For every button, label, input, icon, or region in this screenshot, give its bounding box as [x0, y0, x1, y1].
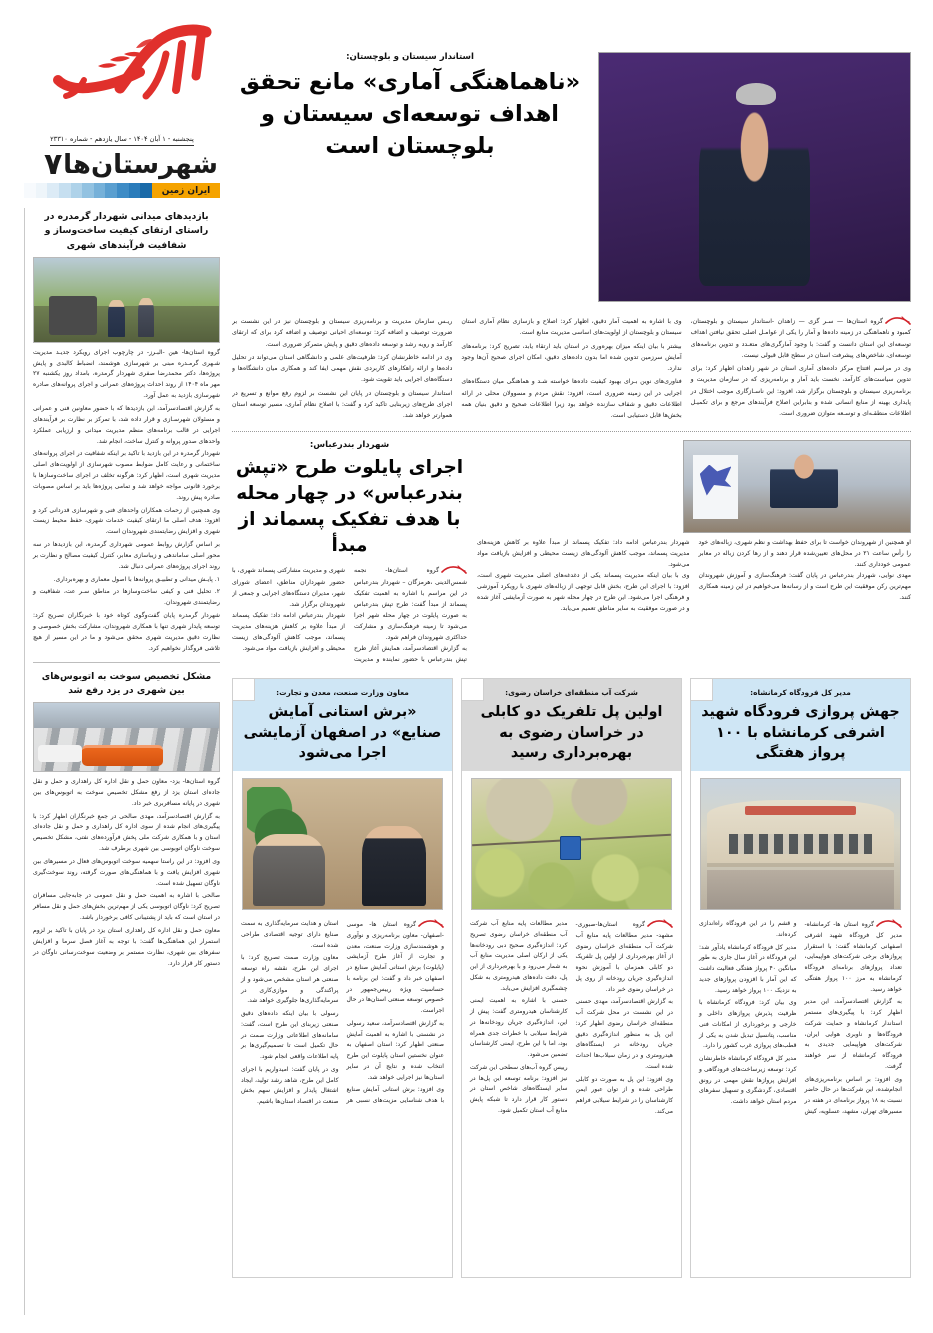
section-title: شهرستان‌ها [63, 150, 218, 180]
page-number: ۷ [44, 147, 63, 182]
section-ribbon [24, 183, 220, 198]
sidebar-article-yazd-bus[interactable] [33, 668, 220, 970]
card-header-isfahan [233, 679, 452, 771]
card-header-khorasan [462, 679, 681, 771]
bus-terminal-photo [33, 702, 220, 772]
governor-press-conference-photo [598, 52, 911, 302]
card-headline-khorasan: اولین پل تلفریک دو کابلی در خراسان رضوی به بهره‌برداری رسید [480, 703, 663, 762]
dateline: پنجشنبه - ۱ آبان ۱۴۰۴ - سال یازدهم - شماره ۲۳۳۱۰ [50, 135, 194, 146]
second-story-continued-body: او همچنین از شهروندان خواست تا برای حفظ بهداشت و نظم شهری، زباله‌های خود را رأس ساعت ۲۱ در محل‌های تعیین‌شده قرار دهند و از رها کردن زباله در معابر عمومی خودداری کنند. مهدی نوایی، شهردار بندرعباس در پایان گفت: فرهنگ‌سازی و آموزش شهروندان مهم‌ترین رکن موفقیت این طرح است و از رسانه‌ها می‌خواهیم در این زمینه همکاری کنند. شهردار بندرعباس ادامه داد: تفکیک پسماند از مبدأ علاوه بر کاهش هزینه‌های مدیریت پسماند، موجب کاهش آلودگی‌های زیست محیطی و افزایش بازیافت مواد می‌شود. وی با بیان اینکه مدیریت پسماند یکی از دغدغه‌های اصلی مدیریت شهری است، افزود: با اجرای این طرح، بخش قابل توجهی از زباله‌های شهری با رویکرد آموزشی و فرهنگی اجرا می‌شود. این طرح در چهار محله شهر به صورت آزمایشی آغاز شده و در صورت موفقیت به سایر مناطق تعمیم می‌یابد. [477, 538, 911, 613]
folded-corner-decoration [462, 679, 484, 701]
publication-logo[interactable] [24, 14, 220, 126]
second-kicker: شهردار بندرعباس: [309, 439, 390, 450]
card-body-kermanshah: گروه استان ها- کرمانشاه- مدیر کل فرودگاه شهید اشرفی اصفهانی کرمانشاه گفت: با استقرار پروازهای برخی شرکت‌های هواپیمایی، تعداد پروازهای برنامه‌ای فرودگاه کرمانشاه به مرز ۱۰۰ پرواز هفتگی خواهد رسید. به گزارش اقتصادسرآمد، این مدیر اظهار کرد: با پیگیری‌های مستمر استاندار کرمانشاه و حمایت شرکت فرودگاه‌ها و ناوبری هوایی ایران، شرکت‌های هواپیمایی جدیدی به فرودگاه کرمانشاه از سر خواهند گرفت. وی افزود: بر اساس برنامه‌ریزی‌های انجام‌شده، این شرکت‌ها در حال حاضر نسبت به ۱۸ پرواز برنامه‌ای در هفته در مسیرهای تهران، مشهد، عسلویه، کیش و قشم را در این فرودگاه راه‌اندازی کرده‌اند. مدیر کل فرودگاه کرمانشاه یادآور شد: این فرودگاه در آغاز سال جاری به طور میانگین ۴۰ پرواز هفتگی فعالیت داشت که این آمار با افزودن پروازهای جدید به نزدیک ۱۰۰ پرواز خواهد رسید. وی بیان کرد: فرودگاه کرمانشاه با ظرفیت پذیرش پروازهای داخلی و خارجی و برخورداری از امکانات فنی مناسب، پتانسیل تبدیل شدن به یکی از قطب‌های پروازی غرب کشور را دارد. مدیر کل فرودگاه کرمانشاه خاطرنشان کرد: توسعه زیرساخت‌های فرودگاهی و افزایش پروازها نقش مهمی در رونق اقتصادی، گردشگری و تسهیل سفرهای مردم استان خواهد داشت. [699, 920, 902, 1115]
bottom-card-row [232, 678, 911, 1278]
kermanshah-airport-terminal-photo [700, 778, 901, 910]
garmdareh-street-photo [33, 257, 220, 343]
card-kicker-khorasan: شرکت آب منطقه‌ای خراسان رضوی: [505, 687, 638, 697]
second-story-body: گروه استان‌ها- نجمه شمس‌الدینی ،هرمزگان – شهردار بندرعباس در این مراسم با اشاره به اهمیت تفکیک پسماند از مبدأ گفت: طرح تپش بندرعباس به صورت پایلوت در چهار محله شهر اجرا می‌شود تا زمینه فرهنگ‌سازی و مشارکت حداکثری شهروندان فراهم شود. به گزارش اقتصادسرآمد، همایش آغاز طرح تپش بندرعباس با حضور نماینده و مدیریت شهری و مدیریت مشارکتی پسماند شهری، با حضور شهرداران مناطق، اعضای شورای شهر، مدیران دستگاه‌های اجرایی و جمعی از شهروندان برگزار شد. شهردار بندرعباس ادامه داد: تفکیک پسماند از مبدأ علاوه بر کاهش هزینه‌های مدیریت پسماند، موجب کاهش آلودگی‌های زیست محیطی و افزایش بازیافت مواد می‌شود. [232, 567, 467, 664]
lead-story-text [232, 52, 588, 307]
mayor-podium-photo [683, 440, 911, 533]
card-kicker-isfahan: معاون وزارت صنعت، معدن و تجارت: [276, 687, 409, 697]
sidebar-body-2: گروه استان‌ها- یزد- معاون حمل و نقل اداره کل راهداری و حمل و نقل جاده‌ای استان یزد از رفع مشکل تخصیص سوخت به اتوبوس‌های بین شهری در پایانه مسافربری خبر داد. به گزارش اقتصادسرآمد، مهدی صالحی در جمع خبرنگاران اظهار کرد: با پیگیری‌های انجام شده از سوی اداره کل راهداری و حمل و نقل جاده‌ای استان و با همکاری شرکت ملی پخش فرآورده‌های نفتی، مشکل تخصیص سوخت ناوگان اتوبوسی بین شهری برطرف شد. وی افزود: در این راستا سهمیه سوخت اتوبوس‌های فعال در مسیرهای بین شهری افزایش یافت و با هماهنگی‌های صورت گرفته، روند سوخت‌گیری ناوگان تسهیل شده است. صالحی با اشاره به اهمیت حمل و نقل عمومی در جابه‌جایی مسافران تصریح کرد: ناوگان اتوبوسی یکی از مهم‌ترین بخش‌های حمل و نقل مسافر در استان است که باید از پشتیبانی کافی برخوردار باشد. معاون حمل و نقل اداره کل راهداری استان یزد در پایان با تاکید بر لزوم استمرار این هماهنگی‌ها گفت: با توجه به آغاز فصل سرما و افزایش سفرهای بین شهری، نظارت مستمر بر وضعیت سوخت‌رسانی ناوگان در دستور کار قرار دارد. [33, 778, 220, 967]
ribbon-label: ایران زمین [152, 183, 220, 198]
logo-artwork [24, 14, 220, 126]
second-story-left [477, 440, 911, 669]
lead-headline: «ناهماهنگی آماری» مانع تحقق اهداف توسعه‌ای سیستان و بلوچستان است [239, 69, 581, 159]
card-headline-isfahan: «برش استانی آمایش صنایع» در اصفهان آزمایشی اجرا می‌شود [243, 703, 442, 762]
card-body-isfahan: گروه استان ها- موسی -اصفهان- معاون برنامه‌ریزی و نوآوری و هوشمندسازی وزارت صنعت، معدن و تجارت از آغاز طرح آزمایشی (پایلوت) برش استانی آمایش صنایع در اصفهان خبر داد و گفت: این برنامه با حساسیت ویژه رییس‌جمهور در خصوص توسعه صنعتی استان‌ها در حال اجراست. به گزارش اقتصادسرآمد، سعید رسولی در نشستی با اشاره به اهمیت آمایش صنعتی اظهار کرد: استان اصفهان به عنوان نخستین استان پایلوت این طرح انتخاب شده و نتایج آن در سایر استان‌ها نیز اجرایی خواهد شد. وی افزود: برش استانی آمایش صنایع با هدف شناسایی مزیت‌های نسبی هر استان و هدایت سرمایه‌گذاری به سمت صنایع دارای توجیه اقتصادی طراحی شده است. معاون وزارت صمت تصریح کرد: با اجرای این طرح، نقشه راه توسعه صنعتی هر استان مشخص می‌شود و از پراکندگی و موازی‌کاری در سرمایه‌گذاری‌ها جلوگیری خواهد شد. رسولی با بیان اینکه داده‌های دقیق صنعتی زیربنای این طرح است، گفت: سامانه‌های اطلاعاتی وزارت صمت در حال تکمیل است تا تصمیم‌گیری‌ها بر پایه اطلاعات واقعی انجام شود. وی در پایان گفت: امیدواریم با اجرای کامل این طرح، شاهد رشد تولید، ایجاد اشتغال پایدار و افزایش سهم بخش صنعت در اقتصاد استان‌ها باشیم. [241, 920, 444, 1106]
card-kicker-kermanshah: مدیر کل فرودگاه کرمانشاه: [750, 687, 851, 697]
sidebar-article-garmdareh[interactable] [33, 208, 220, 655]
lead-story-body: گروه استان‌ها — سـر گزی — زاهدان -استاندار سیستان و بلوچستان، کمبود و ناهماهنگی در زمینه داده‌ها و آمار را یکی از عوامـل اصلی تحقق نیافتن اهداف توسعه‌ای این استان دانست و گفت: با وجود آمارگری‌های متعـدد و تدوین برنامه‌های توسعه‌ای، شاخص‌های پیشرفت استان در سطح قابل قبولی نیست. وی در مراسم افتتاح مرکز داده‌های آماری استان در شهر زاهدان اظهار کرد: برای تدوین سیاست‌های کارآمد، نخست باید آمار و برنامه‌ریزی که در سازمان مدیریت و برنامه‌ریزی سیستان و بلوچستان برگزار شد، افزود: این ناسـازگاری موجب اختلال در پایداری بهینه از منابع انسانی شده و بنابراین اصلاح فرآیندهای مرجع و برای تکمیـل اطلاعات منطقـه‌ای و توسـعه متوازن ضروری است. وی با اشاره به اهمیت آمار دقیق، اظهار کرد: اصلاح و بازسازی نظام آماری استان سیستان و بلوچستان از اولویت‌های اساسی مدیریت منابع است. بیشتر با بیان اینکه میزان بهره‌وری در استان باید ارتقاء یابد، تصریح کرد: برنامه‌های آمایش سرزمین تدوین شده اما بدون داده‌های دقیق، امکان اجرای صحیح آن‌ها وجود ندارد. فناوری‌های نوین بـرای بهبود کیفیت داده‌ها خواسته شـد و هماهنگی میان دستگاه‌های اجرایی در این زمینه ضروری است، افزود: نقش مردم و مسوولان محلی در ارائه اطلاعات دقیق و شفاف سازنده خواهد بود زیرا اطلاعات صحیح و دقیق بنیان همه بخش‌ها قابل دستیابی است. ریـس سازمان مدیریت و برنامه‌ریزی سیستان و بلوچستان نیز در این نشست بر ضرورت توصیف و اضافه کرد: توسعه‌ای احیانی توصیف و اضافه کرد برای که ارتقای کارآمد و رویه رشد و توسعه داده‌های دقیق و پایش متمرکز ضروری است. وی در ادامه خاطرنشان کرد: ظرفیت‌های علمی و دانشگاهی استان می‌تواند در تحلیل داده‌ها و ارائه راهکارهای کاربردی نقش مهمی ایفا کند و همکاری میان دانشگاه‌ها و دستگاه‌های اجرایی باید تقویت شود. استاندار سیستان و بلوچستان در پایان این نشست بر لزوم رفع موانع و تسریع در اجرای طرح‌های زیربنایی تاکید کرد و گفت: با اصلاح نظام آماری، مسیر توسعه استان هموارتر خواهد شد. [232, 318, 911, 420]
sidebar-divider [33, 662, 220, 663]
card-isfahan-industry[interactable] [232, 678, 453, 1278]
cable-bridge-photo [471, 778, 672, 910]
byline-swoosh-icon [418, 919, 444, 928]
card-khorasan-cable-bridge[interactable] [461, 678, 682, 1278]
lead-kicker: استاندار سیستان و بلوچستان: [346, 52, 474, 62]
section-header [24, 147, 220, 182]
ribbon-gradient-bars [24, 183, 152, 198]
ministry-meeting-photo [242, 778, 443, 910]
card-header-kermanshah [691, 679, 910, 771]
sidebar-body-1: گروه استان‌ها- هین -البـرز- در چارچوب اجرای رویکرد جدیـد مدیریت شـهری گرمـدره مبنی بر شهرسازی هوشمند، انضباط کالبدی و پایش پروژه‌ها، دکتر محمدرضا صفری شهردار گرمدره، بامداد روز یکشنبه ۲۷ مهر ماه ۱۴۰۴ از روند احداث پروژه‌های عمرانی و اجرای پروانه‌های صادره شهرسازی بازدید به عمل آورد. به گزارش اقتصادسرآمد، این بازدیدها که با حضور معاونین فنی و عمرانی و مسئولان شهرسـازی و قرار داده شد، با تمرکز بر نظارت بر فرآیندهای اجرایی در قالب برنامه‌های منظم مدیریت میدانی و ارزیابی عملکرد واحدهای صدور پروانه و کنترل ساخت، انجام شد. شهردار گرمدره در این بازدید با تاکید بر اینکه شفافیت در اجرای پروانه‌های ساختمانی و رعایت کامل ضوابط مصوب شهرسازی از اولویت‌های اصلی مدیریت شهری است، اظهار کرد: هرگونه تخلف در اجرای ساخت‌وسازها با برخورد قانونی مواجه خواهد شد و تمامی پروژه‌ها باید بر اساس مصوبات صادره پیش روند. وی همچنین از زحمات همکاران واحدهای فنی و شهرسازی قدردانی کرد و افزود: هدف اصلی ما ارتقای کیفیت خدمات شهری، حفظ محیط زیست شهری و افزایش رضایتمندی شهروندان است. بر اساس گزارش روابط عمومی شهرداری گرمدره، این بازدیدها در سه محور اصلی ساماندهی و زیباسازی معابر، کنترل کیفیت مصالح و نظارت بر روند اجرای پروژه‌های عمرانی دنبال شد. ۱. پایـش میدانی و تطبیـق پروانه‌ها با اصول معماری و بهره‌برداری. ۲. تحلیل فنی و کیفی ساخت‌وسازها در مناطق سـر عت، شفافیت و رضایتمندی شهروندان. شهردار گرمدره پایان گفت‌وگوی کوتاه خود با خبرنگاران تصریح کرد: توسعه پایدار شهری تنها با همکاری شهروندان، مشارکت بخش خصوصی و نظارت دقیق مدیریت شهری محقق می‌شود و ما در این مسیر از هیچ تلاشی فروگذار نخواهیم کرد. [33, 348, 220, 652]
byline-swoosh-icon [441, 565, 467, 574]
byline-swoosh-icon [647, 919, 673, 928]
second-story-right[interactable] [232, 440, 467, 669]
folded-corner-decoration [233, 679, 255, 701]
second-headline: اجرای پایلوت طرح «تپش بندرعباس» در چهار محله با هدف تفکیک پسماند از مبدأ [235, 456, 464, 556]
card-body-khorasan: گروه استان‌ها-صبوری- مشهد- مدیر مطالعات پایه منابع آب شرکت آب منطقه‌ای خراسان رضوی از آغاز بهره‌برداری از اولین پل تلفریک دو کابلی همزمان با آموزش نحوه اندازه‌گیری جریان رودخانه از روی پل در خراسان رضوی خبر داد. به گزارش اقتصادسرآمد، مهدی حسنی در این نشست در محل شرکت آب منطقه‌ای خراسان رضوی اظهار کرد: این پل به منظور اندازه‌گیری دقیق جریان رودخانه در ایستگاه‌های هیدرومتری و در زمان سیلاب‌ها احداث شده است. وی افزود: این پل به صورت دو کابلی طراحی شده و از توان عبور ایمن کارشناسان را در شرایط سیلابی فراهم می‌کند. مدیر مطالعات پایه منابع آب شرکت آب منطقه‌ای خراسان رضوی تصریح کرد: اندازه‌گیری صحیح دبی رودخانه‌ها یکی از ارکان اصلی مدیریت منابع آب به شمار می‌رود و با بهره‌برداری از این پل، دقت داده‌های هیدرومتری به شکل چشمگیری افزایش می‌یابد. حسنی با اشاره به اهمیت ایمنی کارشناسان هیدرومتری گفت: پیش از این، اندازه‌گیری جریان رودخانه‌ها در شرایط سیلابی با خطرات جدی همراه بود، اما با این طرح، ایمنی کارشناسان تضمین می‌شود. رییس گروه آب‌های سطحی این شرکت نیز افزود: برنامه توسعه این پل‌ها در سایر ایستگاه‌های شاخص استان در دستور کار قرار دارد تا شبکه پایش منابع آب استان تکمیل شود. [470, 920, 673, 1115]
card-headline-kermanshah: جهش پروازی فرودگاه شهید اشرفی کرمانشاه با ۱۰۰ پرواز هفتگی [701, 703, 900, 762]
sidebar-headline-2: مشکل تخصیص سوخت به اتوبوس‌های بین شهری در یزد رفع شد [41, 670, 212, 696]
masthead [24, 14, 220, 204]
sidebar-headline-1: بازدیدهای میدانی شهردار گرمدره در راستای ارتقای کیفیت ساخت‌وساز و شفافیت فرآیندهای شهری [44, 211, 209, 251]
byline-swoosh-icon [876, 919, 902, 928]
sidebar-column [24, 208, 220, 1315]
card-kermanshah-airport[interactable] [690, 678, 911, 1278]
mid-band [232, 431, 911, 669]
lead-story[interactable] [232, 52, 911, 307]
byline-swoosh-icon [885, 316, 911, 325]
folded-corner-decoration [691, 679, 713, 701]
main-content [232, 52, 911, 1315]
